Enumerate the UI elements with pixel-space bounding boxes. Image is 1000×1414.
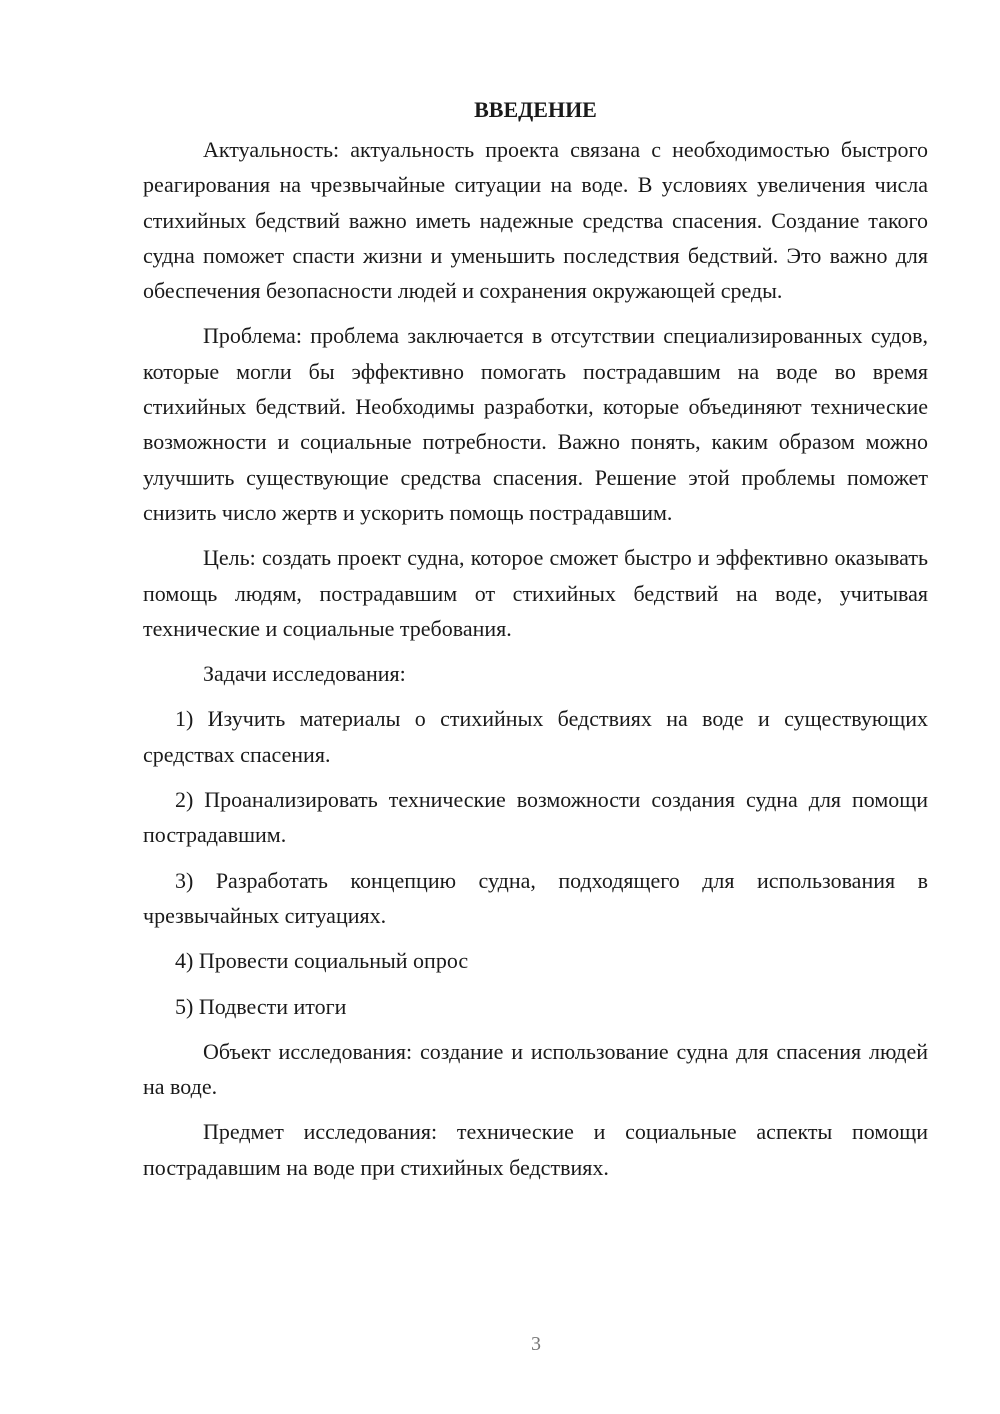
page-number: 3	[531, 1333, 541, 1355]
document-page	[143, 92, 928, 1195]
object-paragraph: Объект исследования: создание и использование судна для спасения людей на воде.	[143, 1038, 928, 1100]
list-item: 3) Разработать концепцию судна, подходящего для использования в чрезвычайных ситуациях.	[143, 867, 928, 928]
list-item: 2) Проанализировать технические возможности создания судна для помощи пострадавшим.	[143, 787, 928, 848]
subject-paragraph: Предмет исследования: технические и социальные аспекты помощи пострадавшим на воде при стихийных бедствиях.	[143, 1119, 928, 1180]
tasks-heading: Задачи исследования:	[203, 661, 406, 687]
relevance-paragraph: Актуальность: актуальность проекта связана с необходимостью быстрого реагирования на чрезвычайные ситуации на воде. В условиях увеличения числа стихийных бедствий важно иметь надежные средства спасения. Создание такого судна поможет спасти жизни и уменьшить последствия бедствий. Это важно для обеспечения безопасности людей и сохранения окружающей среды.	[143, 137, 928, 304]
list-item: 1) Изучить материалы о стихийных бедствиях на воде и существующих средствах спасения.	[143, 706, 928, 767]
problem-paragraph: Проблема: проблема заключается в отсутствии специализированных судов, которые могли бы эффективно помогать пострадавшим на воде во время стихийных бедствий. Необходимы разработки, которые объединяют технические возможности и социальные потребности. Важно понять, каким образом можно улучшить существующие средства спасения. Решение этой проблемы поможет снизить число жертв и ускорить помощь пострадавшим.	[143, 323, 928, 525]
list-item: 5) Подвести итоги	[175, 993, 347, 1019]
page-title: ВВЕДЕНИЕ	[474, 97, 597, 122]
list-item: 4) Провести социальный опрос	[175, 948, 469, 974]
tasks-list	[143, 701, 928, 1023]
goal-paragraph: Цель: создать проект судна, которое сможет быстро и эффективно оказывать помощь людям, пострадавшим от стихийных бедствий на воде, учитывая технические и социальные требования.	[143, 545, 928, 641]
